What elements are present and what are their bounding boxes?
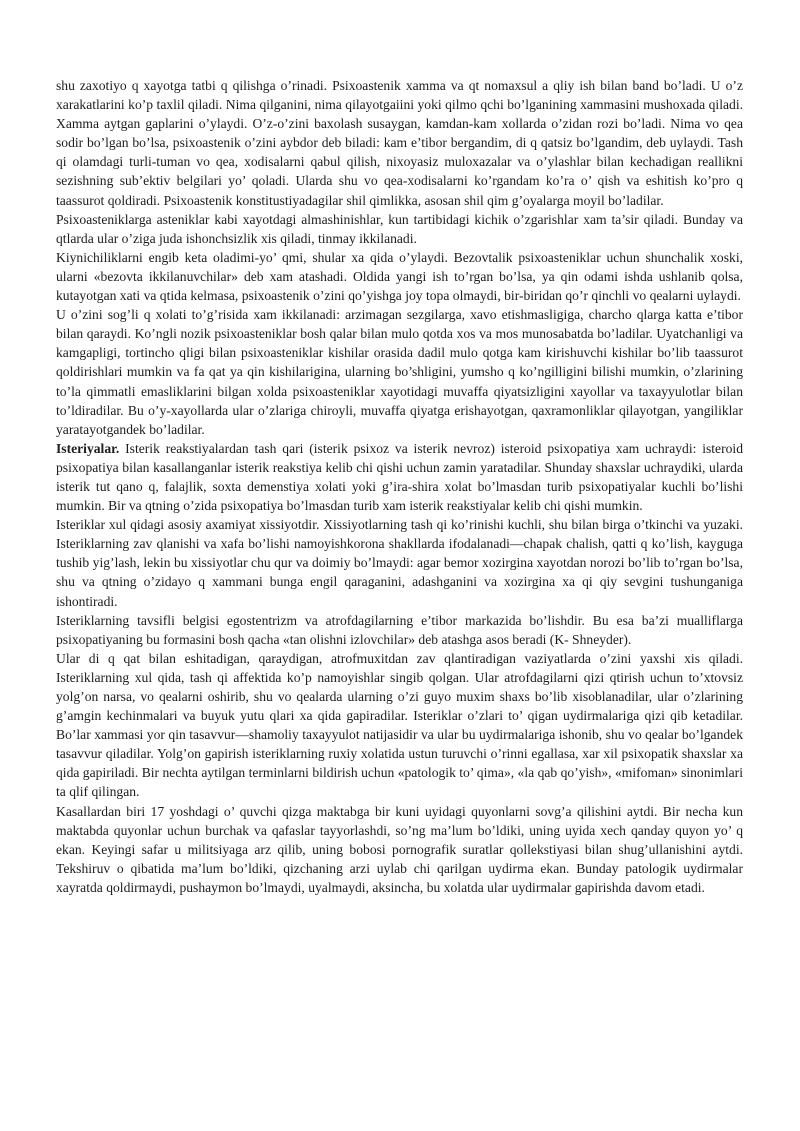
paragraph-6: Isteriklar xul qidagi asosiy axamiyat xissiyotdir. Xissiyotlarning tash qi ko’rinishi kuchli, shu bilan birga o’tkinchi va yuzaki. Isteriklarning zav qlanishi va xafa bo’lishi namoyishkorona shakllarda ifodalanadi—chapak chalish, qatti q ko’lish, kayguga tushib yig’lash, lekin bu xissiyotlar chu qur va doimiy bo’lmaydi: agar bemor xozirgina xayotdan norozi bo’lib to’rgan bo’lsa, shu va qtning o’zidayo q xammani bunga engil qaraganini, adashganini va xozirgina xa qi qiy sevgini tushunganiga ishontiradi. [56,517,743,609]
paragraph-2: Psixoasteniklarga asteniklar kabi xayotdagi almashinishlar, kun tartibidagi kichik o’zgarishlar xam ta’sir qiladi. Bunday va qtlarda ular o’ziga juda ishonchsizlik xis qiladi, tinmay ikkilanadi. [56,211,743,246]
paragraph-4: U o’zini sog’li q xolati to’g’risida xam ikkilanadi: arzimagan sezgilarga, xavo etishmasligiga, charcho qlarga katta e’tibor bilan qaraydi. Ko’ngli nozik psixoasteniklar bosh qalar bilan mulo qotda xos va mos munosabatda bo’ladilar. Uyatchanligi va kamgapligi, tortincho qligi bilan psixoasteniklar kishilar orasida dadil mulo qotga kam kirishuvchi kishilar bo’lib taassurot qoldirishlari mumkin va fa qat ya qin kishilarigina, ularning bo’shligini, yumsho q ko’ngilligini bilishi mumkin, o’zlarining to’la qimmatli emasliklarini bilgan xolda psixoasteniklar xayotidagi muvaffa qiyatsizligini xayollar va taxayyulotlar bilan to’ldiradilar. Bu o’y-xayollarda ular o’zlariga chiroyli, muvaffa qiyatga erishayotgan, qaxramonliklar qilayotgan, yangiliklar yaratayotgandek bo’ladilar. [56,307,743,437]
section-term-isteriyalar: Isteriyalar. [56,440,120,456]
paragraph-1: shu zaxotiyo q xayotga tatbi q qilishga o’rinadi. Psixoastenik xamma va qt nomaxsul a qliy ish bilan band bo’ladi. U o’z xarakatlarini ko’p taxlil qiladi. Nima qilganini, nima qilayotgaiini yoki qilmo qchi bo’lganining xammasini mushoxada qiladi. Xamma aytgan gaplarini o’ylaydi. O’z-o’zini baxolash susaygan, kamdan-kam xollarda o’zidan rozi bo’ladi. Nima vo qea sodir bo’lgan bo’lsa, psixoastenik o’zini aybdor deb biladi: kam e’tibor bergandim, di q qatsiz bo’lgandim, deb uylaydi. Tash qi olamdagi turli-tuman vo qea, xodisalarni qabul qilish, nixoyasiz muloxazalar va o’ylashlar bilan kechadigan reallikni sezishning sub’ektiv belgilari yo’ qoladi. Ularda shu vo qea-xodisalarni ko’rgandam ko’ra o’ qish va eshitish ko’pro q taassurot qoldiradi. Psixoastenik konstitustiyadagilar shil qimlikka, asosan shil qim g’oyalarga moyil bo’ladilar. [56,78,743,208]
paragraph-3: Kiynichiliklarni engib keta oladimi-yo’ qmi, shular xa qida o’ylaydi. Bezovtalik psixoasteniklar uchun shunchalik xoski, ularni «bezovta ikkilanuvchilar» deb xam atashadi. Oldida yangi ish to’rgan bo’lsa, ya qin odami ishda ushlanib qolsa, kutayotgan xati va qtida kelmasa, psixoastenik o’zini qo’yishga joy topa olmaydi, bir-biridan qo’r qinchli vo qealarni uylaydi. [56,249,743,304]
document-page [56,76,743,897]
paragraph-8: Ular di q qat bilan eshitadigan, qaraydigan, atrofmuxitdan zav qlantiradigan vaziyatlarda o’zini yaxshi xis qiladi. Isteriklarning xul qida, tash qi affektida ko’p namoyishlar singib qolgan. Ular atrofdagilarni qizi qtirish uchun to’xtovsiz yolg’on narsa, vo qealarni oshirib, shu vo qealarda ularning o’zi guyo muxim shaxs bo’lib xisoblanadilar, ular o’zlarining g’amgin kechinmalari va buyuk yutu qlari xa qida gapiradilar. Isteriklar o’zlari to’ qigan uydirmalariga qizi qib ketadilar. Bo’lar xammasi yor qin tasavvur—shamoliy taxayyulot natijasidir va ular bu uydirmalariga ishonib, shu vo qealar bo’lgandek tasavvur qiladilar. Yolg’on gapirish isteriklarning ruxiy xolatida ustun turuvchi o’rinni egallasa, xar xil psixopatik shaxslar xa qida gapiriladi. Bir nechta aytilgan terminlarni bildirish uchun «patologik to’ qima», «la qab qo’yish», «mifoman» sinonimlari ta qlif qilingan. [56,650,743,800]
paragraph-5-body: Isterik reakstiyalardan tash qari (isterik psixoz va isterik nevroz) isteroid psixopatiya xam uchraydi: isteroid psixopatiya bilan kasallanganlar isterik reakstiya kelib chi qishi uchun zamin yaratadilar. Shunday shaxslar uchraydiki, ularda isterik tut qano q, falajlik, soxta demenstiya xolati yoki g’ira-shira xolat bo’lmasdan turib psixopatiyalar kuchli bo’lishi mumkin. Bir va qtning o’zida psixopatiya bo’lmasdan turib xam isterik reakstiyalar kelib chi qishi mumkin. [56,440,743,514]
paragraph-7: Isteriklarning tavsifli belgisi egostentrizm va atrofdagilarning e’tibor markazida bo’lishdir. Bu esa ba’zi mualliflarga psixopatiyaning bu formasini bosh qacha «tan olishni izlovchilar» deb atashga asos beradi (K- Shneyder). [56,612,743,647]
paragraph-5-isteriyalar [56,439,743,515]
paragraph-9: Kasallardan biri 17 yoshdagi o’ quvchi qizga maktabga bir kuni uyidagi quyonlarni sovg’a qilishini aytdi. Bir necha kun maktabda quyonlar uchun burchak va qafaslar tayyorlashdi, so’ng ma’lum bo’ldiki, uning uyida xech qanday quyon yo’ q ekan. Keyingi safar u militsiyaga arz qilib, uning bobosi pornografik suratlar qollekstiyasi bilan shug’ullanishini aytdi. Tekshiruv o qibatida ma’lum bo’ldiki, qizchaning arzi uylab chi qarilgan uydirma ekan. Bunday patologik uydirmalar xayratda qoldirmaydi, pushaymon bo’lmaydi, uyalmaydi, aksincha, bu xolatda ular uydirmalar gapirishda davom etadi. [56,803,743,895]
